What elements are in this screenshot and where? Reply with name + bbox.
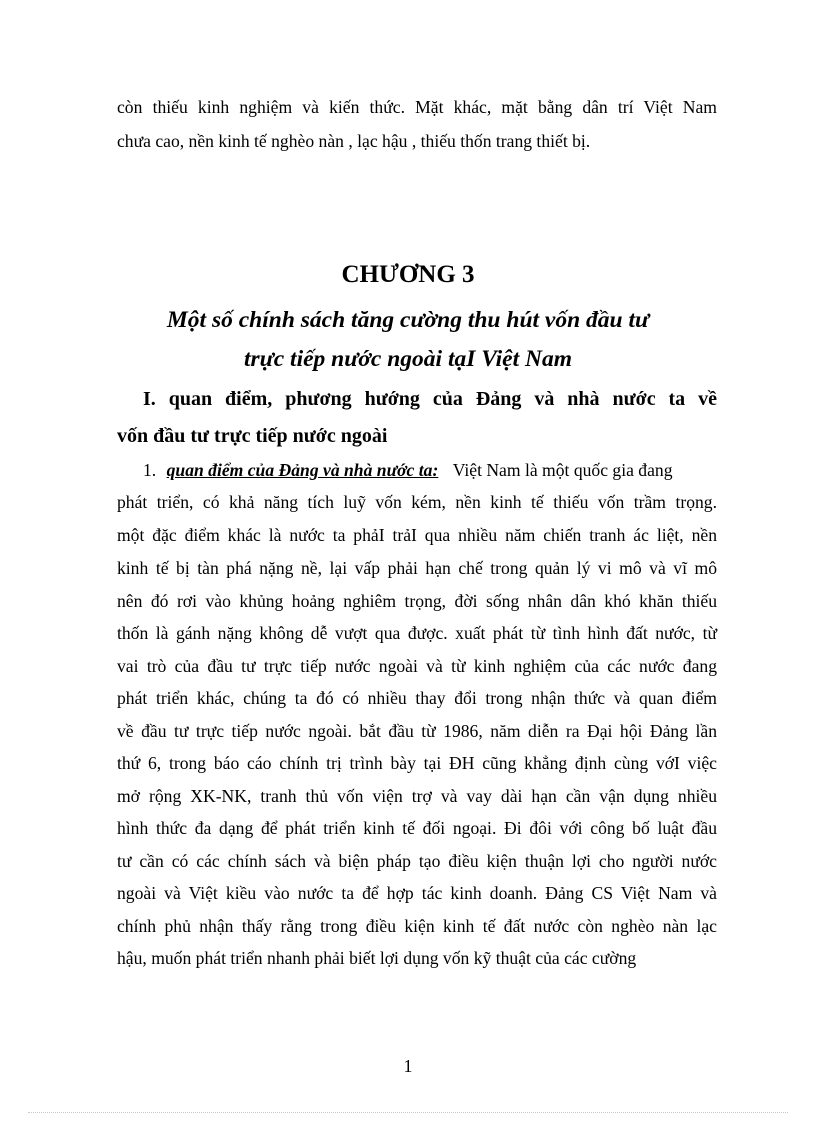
item-first-text: Việt Nam là một quốc gia đang bbox=[452, 460, 673, 480]
chapter-subtitle-line-1: Một số chính sách tăng cường thu hút vốn đầu tư bbox=[166, 307, 650, 333]
section-heading-line-2: vốn đầu tư trực tiếp nước ngoài bbox=[117, 425, 388, 447]
body-line: ngoài và Việt kiều vào nước ta để hợp tác kinh doanh. Đảng CS Việt Nam và bbox=[117, 883, 717, 903]
body-line: thốn là gánh nặng không dễ vượt qua được. xuất phát từ tình hình đất nước, từ bbox=[117, 623, 717, 643]
section-heading-line-1: I. quan điểm, phương hướng của Đảng và nhà nước ta về bbox=[143, 388, 717, 410]
body-line: phát triển khác, chúng ta đó có nhiều thay đổi trong nhận thức và quan điểm bbox=[117, 688, 717, 708]
intro-line-1: còn thiếu kinh nghiệm và kiến thức. Mặt khác, mặt bằng dân trí Việt Nam bbox=[117, 97, 717, 117]
intro-line-2: chưa cao, nền kinh tế nghèo nàn , lạc hậu , thiếu thốn trang thiết bị. bbox=[117, 131, 591, 151]
numbered-item-first-line bbox=[143, 459, 717, 481]
body-line: tư cần có các chính sách và biện pháp tạo điều kiện thuận lợi cho người nước bbox=[117, 851, 717, 871]
body-line: vai trò của đầu tư trực tiếp nước ngoài và từ kinh nghiệm của các nước đang bbox=[117, 656, 717, 676]
chapter-title: CHƯƠNG 3 bbox=[341, 261, 475, 288]
item-number: 1. bbox=[143, 460, 157, 480]
body-line: phát triển, có khả năng tích luỹ vốn kém, nền kinh tế thiếu vốn trầm trọng. bbox=[117, 492, 717, 512]
body-line: chính phủ nhận thấy rằng trong điều kiện kinh tế đất nước còn nghèo nàn lạc bbox=[117, 916, 717, 936]
body-line: hình thức đa dạng để phát triển kinh tế đối ngoại. Đi đôi với công bố luật đầu bbox=[117, 818, 717, 838]
body-line: một đặc điểm khác là nước ta phảI trảI qua nhiều năm chiến tranh ác liệt, nền bbox=[117, 525, 717, 545]
body-line: mở rộng XK-NK, tranh thủ vốn viện trợ và vay dài hạn cần vận dụng nhiều bbox=[117, 786, 717, 806]
body-line: về đầu tư trực tiếp nước ngoài. bắt đầu từ 1986, năm diễn ra Đại hội Đảng lần bbox=[117, 721, 717, 741]
body-line: hậu, muốn phát triển nhanh phải biết lợi dụng vốn kỹ thuật của các cường bbox=[117, 948, 637, 968]
page-number: 1 bbox=[403, 1056, 413, 1076]
item-title: quan điểm của Đảng và nhà nước ta: bbox=[166, 460, 439, 480]
body-line: thứ 6, trong báo cáo chính trị trình bày tại ĐH cũng khẳng định cùng vớI việc bbox=[117, 753, 717, 773]
chapter-subtitle-line-2: trực tiếp nước ngoài tạI Việt Nam bbox=[243, 346, 572, 372]
body-line: nên đó rơi vào khủng hoảng nghiêm trọng, đời sống nhân dân khó khăn thiếu bbox=[117, 591, 717, 611]
body-line: kinh tế bị tàn phá nặng nề, lại vấp phải hạn chế trong quản lý vi mô và vĩ mô bbox=[117, 558, 717, 578]
page-bottom-border bbox=[28, 1112, 788, 1113]
